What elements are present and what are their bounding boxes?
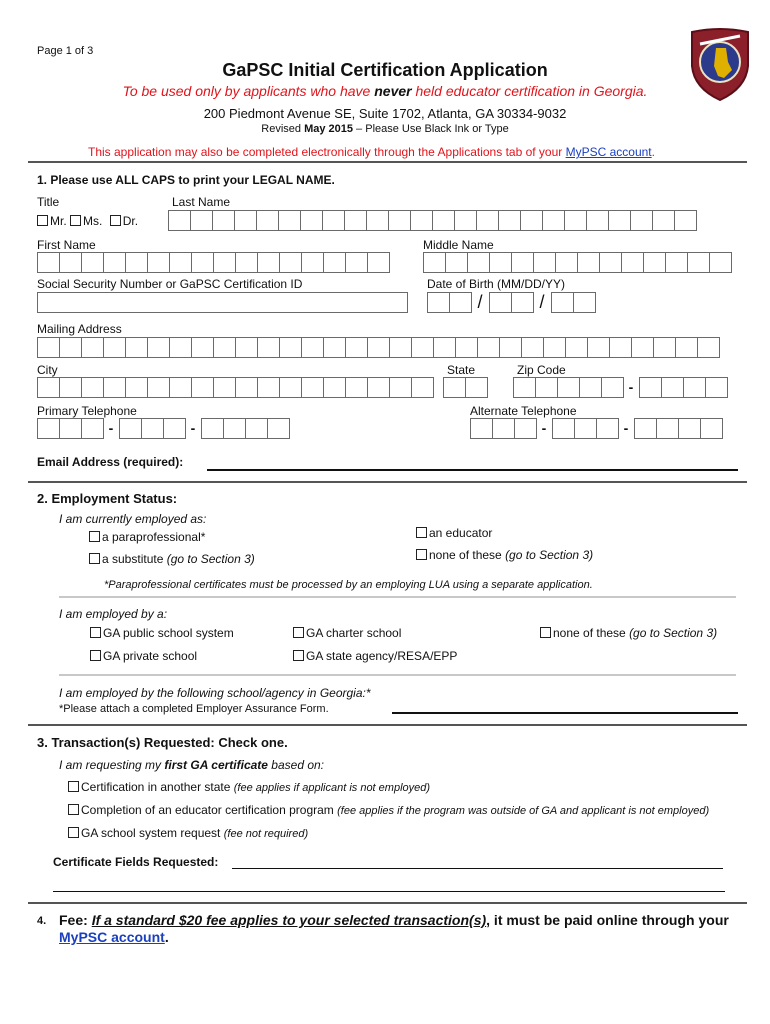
char-box[interactable] [212, 210, 235, 231]
char-box[interactable] [445, 252, 468, 273]
char-box[interactable] [169, 337, 192, 358]
mypsc-account-link[interactable]: MyPSC account [565, 145, 652, 159]
char-box[interactable] [609, 337, 632, 358]
state-field[interactable] [443, 377, 487, 398]
char-box[interactable] [147, 252, 170, 273]
city-field[interactable] [37, 377, 433, 398]
char-box[interactable] [301, 252, 324, 273]
char-box[interactable] [432, 210, 455, 231]
employed-as-label: I am currently employed as: [59, 512, 207, 526]
char-box[interactable] [279, 377, 302, 398]
mailing-address-label: Mailing Address [37, 322, 122, 336]
paraprofessional-checkbox[interactable] [89, 531, 100, 542]
charter-school-checkbox[interactable] [293, 627, 304, 638]
char-box[interactable] [443, 377, 466, 398]
char-box[interactable] [675, 337, 698, 358]
substitute-checkbox[interactable] [89, 553, 100, 564]
char-box[interactable] [103, 377, 126, 398]
mr-checkbox[interactable] [37, 215, 48, 226]
mailing-address-field[interactable] [37, 337, 719, 358]
program-completion-option[interactable]: Completion of an educator certification program (fee applies if the program was outside of GA and applicant is not employed) [68, 803, 709, 817]
char-box[interactable] [411, 337, 434, 358]
char-box[interactable] [235, 337, 258, 358]
char-box[interactable] [665, 252, 688, 273]
char-box[interactable] [388, 210, 411, 231]
char-box[interactable] [577, 252, 600, 273]
char-box[interactable] [455, 337, 478, 358]
char-box[interactable] [257, 377, 280, 398]
char-box[interactable] [687, 252, 710, 273]
private-school-option[interactable]: GA private school [90, 649, 197, 663]
char-box[interactable] [542, 210, 565, 231]
char-box[interactable] [301, 377, 324, 398]
zip-code-label: Zip Code [517, 363, 566, 377]
char-box[interactable] [168, 210, 191, 231]
section2-heading: 2. Employment Status: [37, 491, 178, 506]
paraprofessional-option[interactable]: a paraprofessional* [89, 530, 205, 544]
char-box[interactable] [345, 377, 368, 398]
certificate-fields-line-2[interactable] [53, 891, 725, 892]
middle-name-label: Middle Name [423, 238, 494, 252]
char-box[interactable] [433, 337, 456, 358]
employer-label: I am employed by the following school/agency in Georgia:* [59, 686, 371, 700]
electronic-note: This application may also be completed electronically through the Applications tab of your MyPSC account. [88, 145, 655, 159]
char-box[interactable] [323, 252, 346, 273]
private-school-checkbox[interactable] [90, 650, 101, 661]
char-box[interactable] [125, 377, 148, 398]
char-box[interactable] [367, 337, 390, 358]
paraprofessional-note: *Paraprofessional certificates must be processed by an employing LUA using a separate application. [104, 579, 593, 591]
char-box[interactable] [323, 377, 346, 398]
char-box[interactable] [191, 337, 214, 358]
primary-telephone-field[interactable]: - - [37, 418, 289, 439]
char-box[interactable] [213, 337, 236, 358]
char-box[interactable] [521, 337, 544, 358]
char-box[interactable] [652, 210, 675, 231]
ms-checkbox[interactable] [70, 215, 81, 226]
char-box[interactable] [709, 252, 732, 273]
char-box[interactable] [59, 377, 82, 398]
char-box[interactable] [169, 377, 192, 398]
char-box[interactable] [191, 377, 214, 398]
char-box[interactable] [555, 252, 578, 273]
char-box[interactable] [125, 252, 148, 273]
char-box[interactable] [565, 337, 588, 358]
school-system-request-option[interactable]: GA school system request (fee not required) [68, 826, 308, 840]
char-box[interactable] [213, 377, 236, 398]
char-box[interactable] [81, 377, 104, 398]
mypsc-account-link[interactable]: MyPSC account [59, 929, 165, 945]
char-box[interactable] [533, 252, 556, 273]
ssn-field[interactable] [37, 292, 408, 313]
char-box[interactable] [147, 337, 170, 358]
char-box[interactable] [366, 210, 389, 231]
assurance-note: *Please attach a completed Employer Assurance Form. [59, 703, 329, 715]
char-box[interactable] [410, 210, 433, 231]
section1-heading: 1. Please use ALL CAPS to print your LEGAL NAME. [37, 173, 335, 187]
educator-option[interactable]: an educator [416, 526, 492, 540]
char-box[interactable] [125, 337, 148, 358]
char-box[interactable] [630, 210, 653, 231]
char-box[interactable] [279, 252, 302, 273]
char-box[interactable] [653, 337, 676, 358]
char-box[interactable] [499, 337, 522, 358]
char-box[interactable] [103, 252, 126, 273]
char-box[interactable] [674, 210, 697, 231]
char-box[interactable] [465, 377, 488, 398]
dob-label: Date of Birth (MM/DD/YY) [427, 277, 566, 291]
section4-number: 4. [37, 915, 47, 927]
another-state-option[interactable]: Certification in another state (fee applies if applicant is not employed) [68, 780, 430, 794]
char-box[interactable] [697, 337, 720, 358]
page-indicator: Page 1 of 3 [37, 45, 94, 57]
another-state-checkbox[interactable] [68, 781, 79, 792]
char-box[interactable] [621, 252, 644, 273]
public-school-checkbox[interactable] [90, 627, 101, 638]
office-address: 200 Piedmont Avenue SE, Suite 1702, Atlanta, GA 30334-9032 [203, 106, 567, 121]
certificate-fields-line-1[interactable] [232, 868, 723, 869]
revision-note: Revised May 2015 – Please Use Black Ink or Type [261, 123, 509, 135]
char-box[interactable] [191, 252, 214, 273]
char-box[interactable] [477, 337, 500, 358]
char-box[interactable] [498, 210, 521, 231]
char-box[interactable] [587, 337, 610, 358]
char-box[interactable] [257, 252, 280, 273]
email-label: Email Address (required): [37, 455, 184, 469]
divider [59, 596, 736, 598]
requesting-label: I am requesting my first GA certificate based on: [59, 758, 325, 772]
fee-statement: Fee: If a standard $20 fee applies to your selected transaction(s), it must be paid online through your [59, 912, 729, 928]
char-box[interactable] [476, 210, 499, 231]
char-box[interactable] [59, 252, 82, 273]
char-box[interactable] [564, 210, 587, 231]
char-box[interactable] [631, 337, 654, 358]
alternate-telephone-label: Alternate Telephone [470, 404, 577, 418]
divider [28, 902, 747, 904]
city-label: City [37, 363, 58, 377]
none-of-these-option[interactable]: none of these (go to Section 3) [416, 548, 593, 562]
char-box[interactable] [301, 337, 324, 358]
first-name-field[interactable] [37, 252, 389, 273]
dr-checkbox[interactable] [110, 215, 121, 226]
employed-by-label: I am employed by a: [59, 607, 168, 621]
first-name-label: First Name [37, 238, 96, 252]
divider [28, 724, 747, 726]
subtitle: To be used only by applicants who have never held educator certification in Georgia. [122, 83, 648, 99]
state-agency-option[interactable]: GA state agency/RESA/EPP [293, 649, 457, 663]
state-agency-checkbox[interactable] [293, 650, 304, 661]
school-system-request-checkbox[interactable] [68, 827, 79, 838]
ssn-label: Social Security Number or GaPSC Certification ID [37, 277, 303, 291]
char-box[interactable] [467, 252, 490, 273]
title-label: Title [37, 195, 60, 209]
char-box[interactable] [367, 377, 390, 398]
employer-field[interactable] [392, 712, 738, 714]
char-box[interactable] [389, 337, 412, 358]
char-box[interactable] [59, 337, 82, 358]
title-options: Mr. Ms. Dr. [37, 214, 138, 228]
char-box[interactable] [599, 252, 622, 273]
divider [28, 481, 747, 483]
char-box[interactable] [81, 252, 104, 273]
educator-checkbox[interactable] [416, 527, 427, 538]
char-box[interactable] [235, 377, 258, 398]
char-box[interactable] [423, 252, 446, 273]
char-box[interactable] [323, 337, 346, 358]
char-box[interactable] [169, 252, 192, 273]
char-box[interactable] [643, 252, 666, 273]
char-box[interactable] [300, 210, 323, 231]
char-box[interactable] [37, 252, 60, 273]
char-box[interactable] [37, 337, 60, 358]
last-name-field[interactable] [168, 210, 696, 231]
char-box[interactable] [213, 252, 236, 273]
none-employer-checkbox[interactable] [540, 627, 551, 638]
char-box[interactable] [608, 210, 631, 231]
char-box[interactable] [278, 210, 301, 231]
char-box[interactable] [257, 337, 280, 358]
program-completion-checkbox[interactable] [68, 804, 79, 815]
char-box[interactable] [489, 252, 512, 273]
primary-telephone-label: Primary Telephone [37, 404, 137, 418]
char-box[interactable] [279, 337, 302, 358]
last-name-label: Last Name [172, 195, 231, 209]
zip-code-field[interactable]: - [513, 377, 727, 398]
char-box[interactable] [256, 210, 279, 231]
char-box[interactable] [103, 337, 126, 358]
char-box[interactable] [411, 377, 434, 398]
dob-field[interactable]: / / [427, 292, 595, 313]
email-field[interactable] [207, 469, 738, 471]
char-box[interactable] [586, 210, 609, 231]
none-employer-option[interactable]: none of these (go to Section 3) [540, 626, 717, 640]
char-box[interactable] [454, 210, 477, 231]
fee-statement-cont: MyPSC account. [59, 929, 169, 945]
char-box[interactable] [367, 252, 390, 273]
char-box[interactable] [345, 252, 368, 273]
char-box[interactable] [543, 337, 566, 358]
char-box[interactable] [190, 210, 213, 231]
none-checkbox[interactable] [416, 549, 427, 560]
public-school-option[interactable]: GA public school system [90, 626, 234, 640]
divider [59, 674, 736, 676]
char-box[interactable] [81, 337, 104, 358]
substitute-option[interactable]: a substitute (go to Section 3) [89, 552, 255, 566]
charter-school-option[interactable]: GA charter school [293, 626, 401, 640]
char-box[interactable] [511, 252, 534, 273]
char-box[interactable] [235, 252, 258, 273]
divider [28, 161, 747, 163]
page-title: GaPSC Initial Certification Application [222, 60, 548, 80]
char-box[interactable] [520, 210, 543, 231]
char-box[interactable] [345, 337, 368, 358]
section3-heading: 3. Transaction(s) Requested: Check one. [37, 735, 288, 750]
char-box[interactable] [344, 210, 367, 231]
char-box[interactable] [37, 377, 60, 398]
state-label: State [447, 363, 476, 377]
certificate-fields-label: Certificate Fields Requested: [53, 855, 219, 869]
char-box[interactable] [147, 377, 170, 398]
char-box[interactable] [234, 210, 257, 231]
char-box[interactable] [322, 210, 345, 231]
char-box[interactable] [389, 377, 412, 398]
middle-name-field[interactable] [423, 252, 731, 273]
alternate-telephone-field[interactable]: - - [470, 418, 722, 439]
